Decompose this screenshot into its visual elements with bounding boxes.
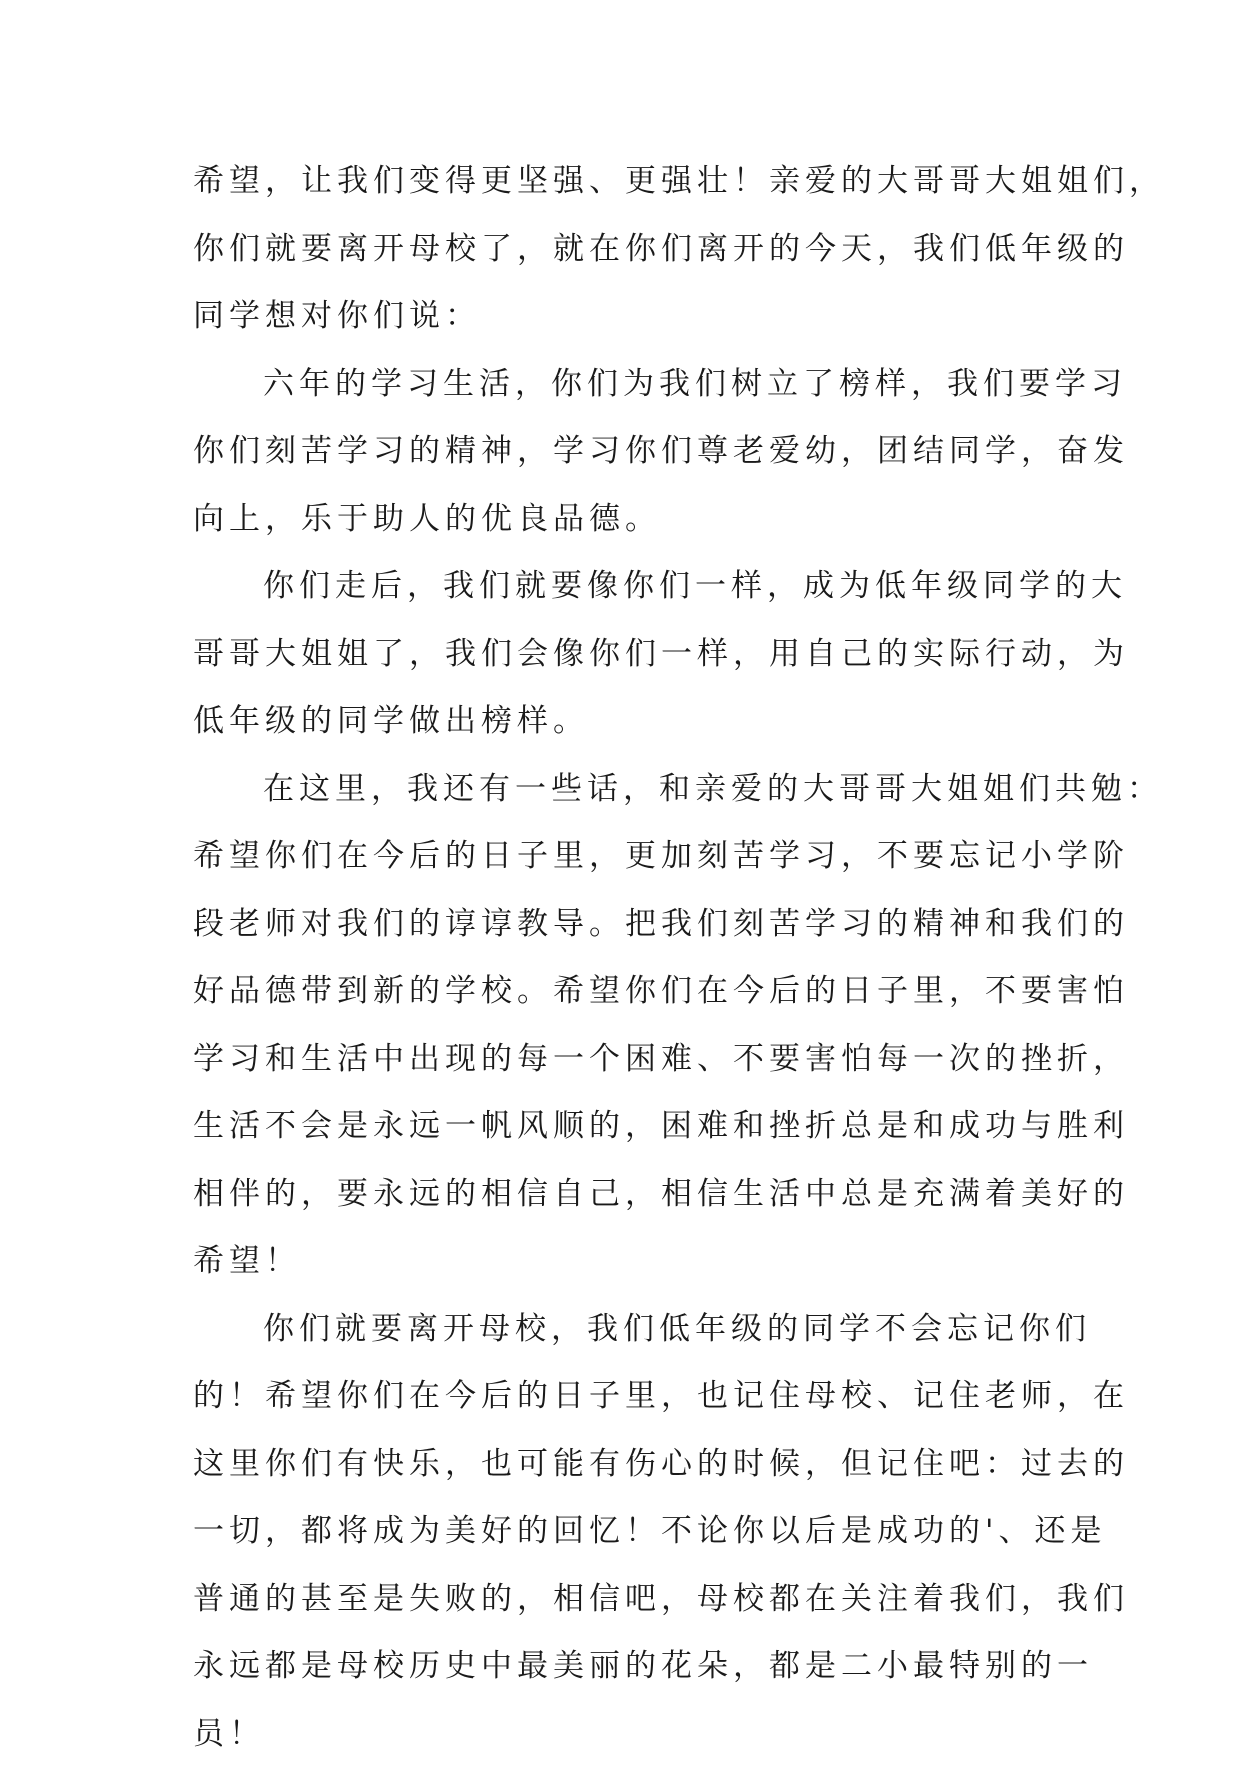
- text-line: 希望，让我们变得更坚强、更强壮！亲爱的大哥哥大姐姐们，: [193, 148, 1053, 216]
- text-line: 一切，都将成为美好的回忆！不论你以后是成功的'、还是: [193, 1498, 1053, 1566]
- text-line: 希望你们在今后的日子里，更加刻苦学习，不要忘记小学阶: [193, 823, 1053, 891]
- text-line: 相伴的，要永远的相信自己，相信生活中总是充满着美好的: [193, 1161, 1053, 1229]
- paragraph-first-line: 在这里，我还有一些话，和亲爱的大哥哥大姐姐们共勉：: [193, 756, 1053, 824]
- text-line: 生活不会是永远一帆风顺的，困难和挫折总是和成功与胜利: [193, 1093, 1053, 1161]
- text-line: 永远都是母校历史中最美丽的花朵，都是二小最特别的一: [193, 1633, 1053, 1701]
- text-line: 员！: [193, 1701, 1053, 1768]
- text-line: 好品德带到新的学校。希望你们在今后的日子里，不要害怕: [193, 958, 1053, 1026]
- text-line: 希望！: [193, 1228, 1053, 1296]
- text-line: 你们刻苦学习的精神，学习你们尊老爱幼，团结同学，奋发: [193, 418, 1053, 486]
- paragraph-first-line: 你们走后，我们就要像你们一样，成为低年级同学的大: [193, 553, 1053, 621]
- text-line: 学习和生活中出现的每一个困难、不要害怕每一次的挫折，: [193, 1026, 1053, 1094]
- paragraph-first-line: 六年的学习生活，你们为我们树立了榜样，我们要学习: [193, 351, 1053, 419]
- paragraph-first-line: 你们就要离开母校，我们低年级的同学不会忘记你们: [193, 1296, 1053, 1364]
- text-line: 这里你们有快乐，也可能有伤心的时候，但记住吧：过去的: [193, 1431, 1053, 1499]
- text-line: 你们就要离开母校了，就在你们离开的今天，我们低年级的: [193, 216, 1053, 284]
- text-line: 段老师对我们的谆谆教导。把我们刻苦学习的精神和我们的: [193, 891, 1053, 959]
- text-line: 低年级的同学做出榜样。: [193, 688, 1053, 756]
- document-body: [193, 148, 1053, 1768]
- text-line: 同学想对你们说：: [193, 283, 1053, 351]
- text-line: 哥哥大姐姐了，我们会像你们一样，用自己的实际行动，为: [193, 621, 1053, 689]
- text-line: 向上，乐于助人的优良品德。: [193, 486, 1053, 554]
- text-line: 的！希望你们在今后的日子里，也记住母校、记住老师，在: [193, 1363, 1053, 1431]
- text-line: 普通的甚至是失败的，相信吧，母校都在关注着我们，我们: [193, 1566, 1053, 1634]
